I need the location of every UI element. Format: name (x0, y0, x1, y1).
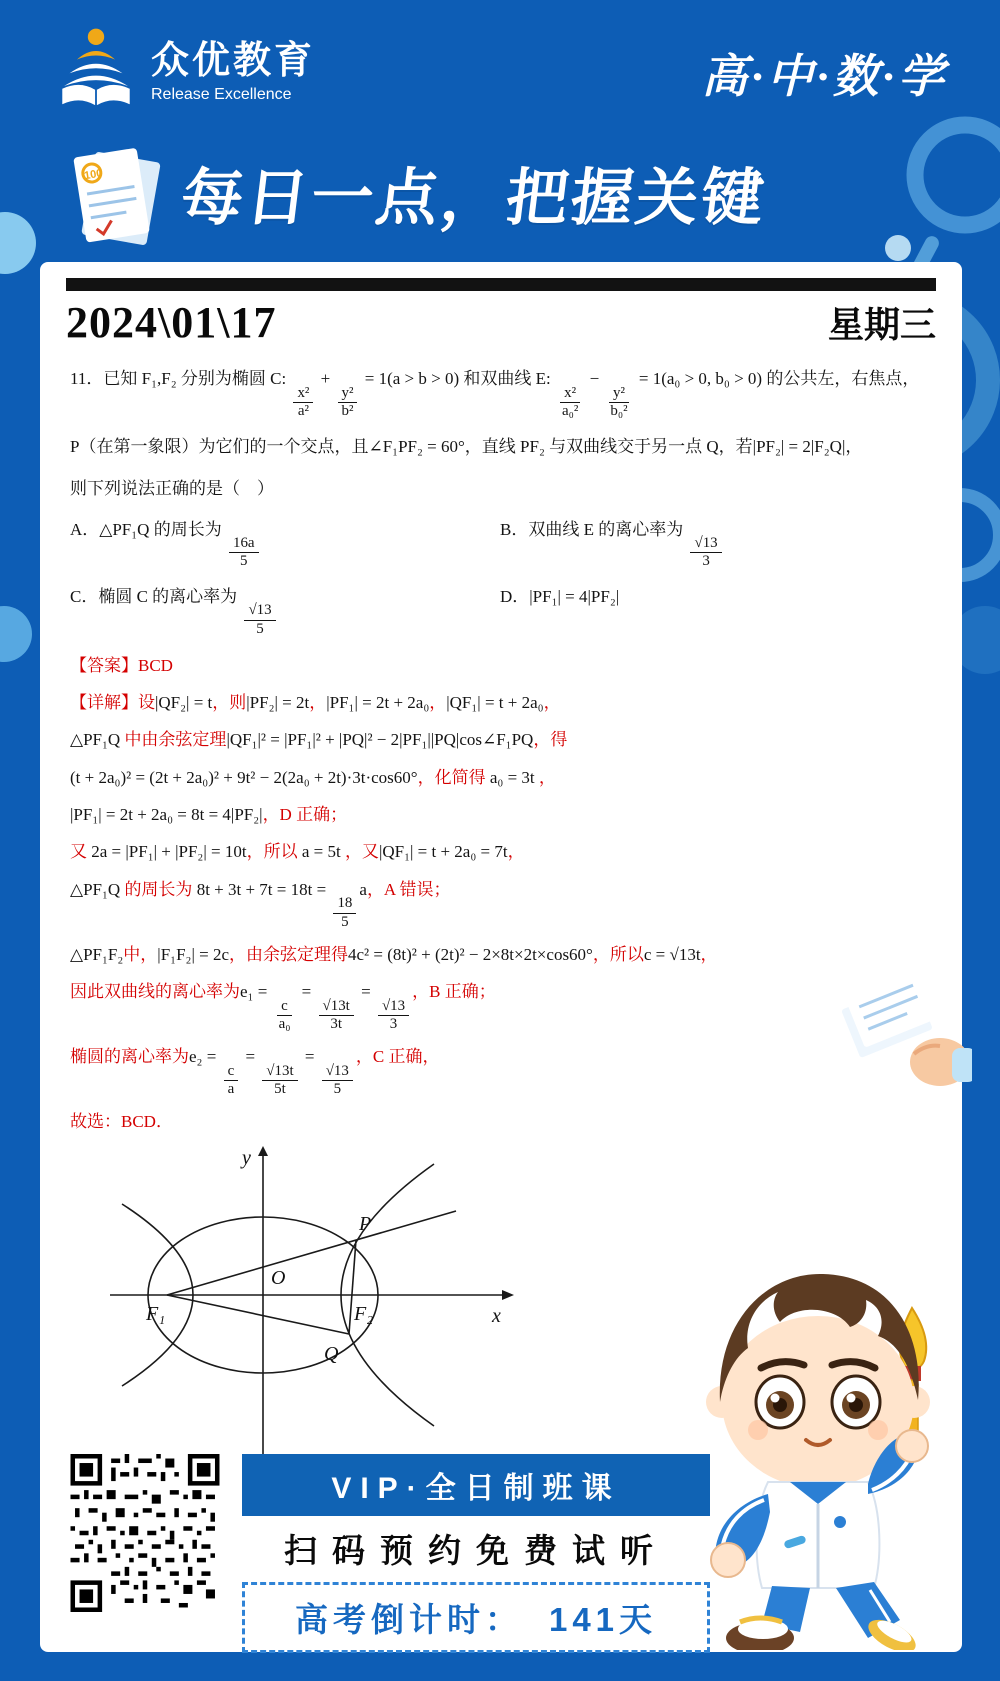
solution-line-8: 因此双曲线的离心率为e₁ = $\frac{c}{\text{a₀}}$ = $\frac{√13t}{3t}$ = $\frac{√13}{3}$ ，B 正确； (70, 982, 496, 1032)
option-d: D．|PF₁| = 4|PF₂| (500, 586, 620, 606)
problem-line-3: 则下列说法正确的是（ ） (70, 478, 274, 498)
countdown-value: 141天 (548, 1601, 658, 1638)
option-a: A．△PF₁Q 的周长为 $\frac{16a}{5}$ (70, 516, 500, 571)
worksheet-card (40, 262, 962, 1652)
date: 2024\01\17 (66, 298, 277, 347)
brand-tagline: Release Excellence (151, 85, 292, 103)
scan-cta: 扫码预约免费试听 (284, 1532, 668, 1569)
slogan-banner (58, 138, 771, 246)
solution-line-3: (t + 2a₀)² = (2t + 2a₀)² + 9t² − 2(2a₀ + 2t)·3t·cos60°，化简得 a₀ = 3t ， (70, 767, 556, 787)
circle-decoration-top-left (0, 212, 36, 274)
solution-line-1: 【详解】设|QF₂| = t，则|PF₂| = 2t，|PF₁| = 2t + 2a₀，|QF₁| = t + 2a₀， (70, 692, 561, 712)
vip-banner: VIP·全日制班课 (242, 1454, 710, 1516)
focus-f2-label: F₂ (354, 1302, 374, 1325)
focus-f1-label: F₁ (146, 1302, 166, 1325)
brand-text (151, 29, 315, 104)
weekday: 星期三 (827, 305, 936, 345)
countdown-label: 高考倒计时： (294, 1601, 523, 1638)
divider-bar (66, 278, 936, 291)
solution-line-6: △PF₁Q 的周长为 8t + 3t + 7t = 18t = $\frac{18}{5}$ a，A 错误； (70, 879, 451, 930)
mascot-character (668, 1250, 968, 1650)
brand-logo (55, 25, 315, 107)
date-row (40, 291, 962, 348)
brand-logo-icon (55, 25, 137, 107)
axis-label-x: x (492, 1304, 501, 1327)
promo-block (242, 1454, 710, 1653)
solution-line-9: 椭圆的离心率为e₂ = $\frac{c}{a}$ = $\frac{√13t}{5t}$ = $\frac{√13}{5}$ ，C 正确， (70, 1047, 440, 1098)
hand-papers-decoration (822, 962, 972, 1092)
point-p-label: P (359, 1212, 372, 1235)
circle-decoration-left (0, 606, 32, 662)
countdown-box (242, 1582, 710, 1653)
conic-diagram (104, 1142, 534, 1472)
solution-line-7: △PF₁F₂中，|F₁F₂| = 2c，由余弦定理得4c² = (8t)² + (2t)² − 2×8t×2t×cos60°，所以c = √13t， (70, 944, 718, 964)
option-b: B．双曲线 E 的离心率为 $\frac{√13}{3}$ (500, 516, 932, 571)
point-q-label: Q (324, 1342, 339, 1365)
paper-badge: 100 (83, 167, 104, 183)
solution-line-10: 故选：BCD． (70, 1112, 173, 1132)
option-c: C．椭圆 C 的离心率为 $\frac{√13}{5}$ (70, 583, 500, 638)
paper-icon (58, 138, 176, 246)
slogan-text: 每日一点，把握关键 (177, 163, 771, 233)
axis-label-y: y (242, 1146, 251, 1169)
solution-line-2: △PF₁Q 中由余弦定理|QF₁|² = |PF₁|² + |PQ|² − 2|PF₁||PQ|cos∠F₁PQ，得 (70, 730, 568, 750)
solution-line-5: 又 2a = |PF₁| + |PF₂| = 10t，所以 a = 5t ，又|QF₁| = t + 2a₀ = 7t， (70, 842, 525, 862)
options-list (70, 516, 932, 638)
origin-label: O (271, 1266, 286, 1289)
solution-line-4: |PF₁| = 2t + 2a₀ = 8t = 4|PF₂|，D 正确； (70, 804, 348, 824)
brand-name: 众优教育 (151, 39, 316, 82)
answer-line: 【答案】BCD (70, 655, 173, 675)
problem-line-2: P（在第一象限）为它们的一个交点，且∠F₁PF₂ = 60°，直线 PF₂ 与双曲线交于另一点 Q，若|PF₂| = 2|F₂Q|， (70, 437, 863, 457)
problem-line-1: 11．已知 F₁,F₂ 分别为椭圆 C: $\frac{\text{x²}}{\text{a²}}$ + $\frac{\text{y²}}{\text{b²}}$ = 1(a > b > 0) 和双曲线 E: $\frac{\text{x²}}{\text{a₀²}}$ − $\frac{\text{y²}}{\text{b₀²}}$ = 1(a₀ > 0, b₀ > 0) 的公共左，右焦点， (70, 369, 920, 419)
subject-title: 高·中·数·学 (701, 51, 948, 102)
footer (70, 1454, 710, 1653)
qr-code (70, 1454, 220, 1612)
